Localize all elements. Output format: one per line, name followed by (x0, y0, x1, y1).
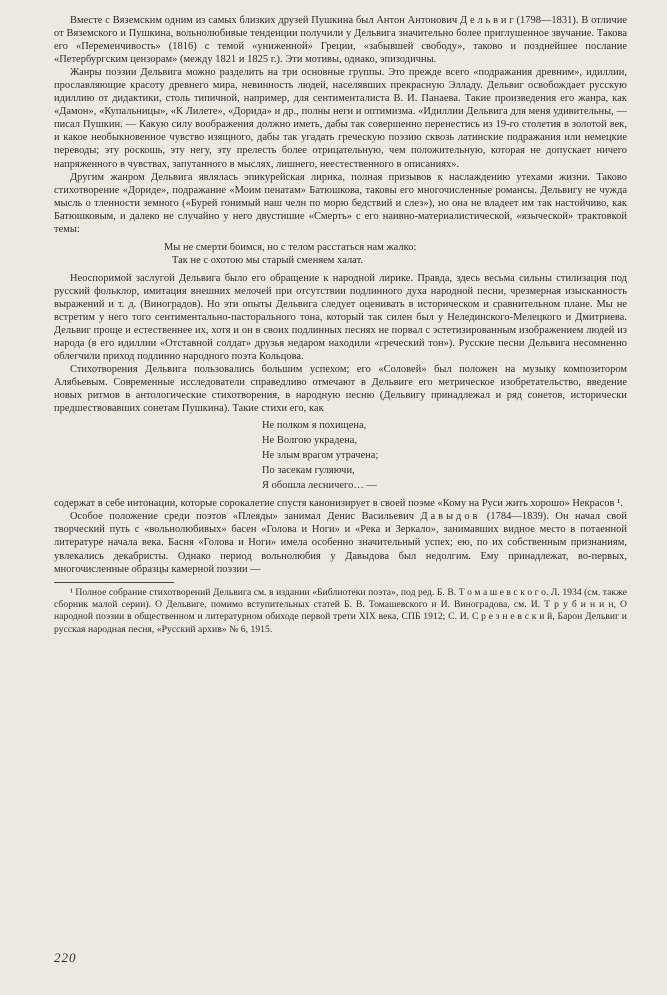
page-number: 220 (54, 950, 77, 965)
main-text (54, 14, 627, 636)
couplet-quote (164, 241, 627, 267)
paragraph: Неоспоримой заслугой Дельвига было его обращение к народной лирике. Правда, здесь весьма сильны стилизация под русский фольклор, имитация внешних мелочей при отсутствии подлинного духа народной песни, чрезмерная изысканность выражений и т. д. (Виноградов). Но эти опыты Дельвига следует оценивать в историческом и сравнительном плане. Мы не встретим у него того сентиментально-пасторального тона, который так силен был у Нелединского-Мелецкого и Дмитриева. Дельвиг проще и естественнее их, хотя и он в своих подлинных песнях не порвал с эстетизированным изображением людей из народа (в его идиллии «Отставной солдат» друзья недаром находили «греческий тон»). Русские песни Дельвига несомненно облегчили приход подлинно народного поэта Кольцова. (54, 272, 627, 363)
verse-line: Так не с охотою мы старый сменяем халат. (172, 254, 364, 266)
verse-line: Не злым врагом утрачена; (262, 450, 379, 462)
paragraph: Вместе с Вяземским одним из самых близких друзей Пушкина был Антон Антонович Д е л ь в и г (1798—1831). В отличие от Вяземского и Пушкина, вольнолюбивые тенденции получили у Дельвига значительно более приглушенное звучание. Такова его «Переменчивость» (1816) с темой «униженной» Греции, «забывшей свободу», таково и позднейшее послание «Петербургским цензорам» (между 1821 и 1825 г.). Эти мотивы, однако, эпизодичны. (54, 15, 627, 66)
footnote-separator (54, 582, 174, 583)
paragraph (54, 510, 627, 575)
verse-line: Не полком я похищена, (262, 420, 367, 432)
verse-line: По засекам гуляючи, (262, 465, 355, 477)
author-name: Давыдов (420, 511, 481, 523)
verse-line: Не Волгою украдена, (262, 435, 358, 447)
paragraph-text: (1784—1839). Он начал свой творческий путь с «вольнолюбивых» басен «Голова и Ноги» и «Река и Зеркало», занимавших видное место в потаенной литературе начала века. Басня «Голова и Ноги» имела особенно значительный успех; ею, по их собственным признаниям, увлекались декабристы. Однако период вольнолюбия у Давыдова был недолгим. Ему принадлежат, во-первых, многочисленные образцы камерной поэзии — (54, 511, 627, 575)
paragraph: Жанры поэзии Дельвига можно разделить на три основные группы. Это прежде всего «подражания древним», идиллии, прославляющие красоту древнего мира, невинность людей, населявших прекрасную Элладу. Дельвиг освобождает русскую идиллию от дидактики, столь типичной, например, для сентименталиста В. И. Панаева. Такие произведения его жанра, как «Дамон», «Купальницы», «К Лилете», «Дорида» и др., полны неги и оптимизма. «Идиллии Дельвига для меня удивительны, — писал Пушкин. — Какую силу воображения должно иметь, дабы так совершенно перенестись из 19-го столетия в золотой век, и какое необыкновенное чувство изящного, дабы так угадать греческую поэзию сквозь латинские подражания или немецкие переводы; эту роскошь, эту негу, эту прелесть более отрицательную, чем положительную, которая не допускает ничего напряженного в чувствах, запутанного в мыслях, лишнего, неестественного в описаниях». (54, 67, 627, 170)
paragraph: Стихотворения Дельвига пользовались большим успехом; его «Соловей» был положен на музыку композитором Алябьевым. Современные исследователи справедливо отмечают в Дельвиге его метрическое изобретательство, введение новых ритмов в антологические стихотворения, в народную песню (Дельвигу принадлежал и ряд сонетов, исторически предшествовавших сонетам Пушкина). Такие стихи его, как (54, 364, 627, 415)
poem-quote (262, 418, 627, 493)
paragraph-text: Особое положение среди поэтов «Плеяды» занимал Денис Васильевич (70, 511, 421, 523)
paragraph: содержат в себе интонации, которые сорокалетие спустя канонизирует в своей поэме «Кому на Руси жить хорошо» Некрасов ¹. (54, 498, 623, 510)
verse-line: Я обошла лесничего… — (262, 480, 377, 492)
footnote: ¹ Полное собрание стихотворений Дельвига см. в издании «Библиотеки поэта», под ред. Б. В. Т о м а ш е в с к о г о. Л. 1934 (см. также сборник малой серии). О Дельвиге, помимо вступительных статей Б. В. Томашевского и И. Виноградова, см. И. Т р у б и н и н, О народной поэзии в общественном и литературном обиходе первой трети XIX века, СПБ 1912; С. И. С р е з н е в с к и й, Барон Дельвиг и русская народная песня, «Русский архив» № 6, 1915. (54, 586, 627, 635)
verse-line: Мы не смерти боимся, но с телом расстаться нам жалко: (164, 241, 417, 253)
paragraph: Другим жанром Дельвига являлась эпикурейская лирика, полная призывов к наслаждению утехами жизни. Таково стихотворение «Дориде», подражание «Моим пенатам» Батюшкова, таковы его многочисленные романсы. Дельвигу не чужда мысль о тленности земного («Бурей гонимый наш челн по морю бедствий и слез»), но она не владеет им так настойчиво, как Батюшковым, и далеко не случайно у него двустишие «Смерть» с его наивно-материалистической, «языческой» трактовкой темы: (54, 171, 627, 235)
